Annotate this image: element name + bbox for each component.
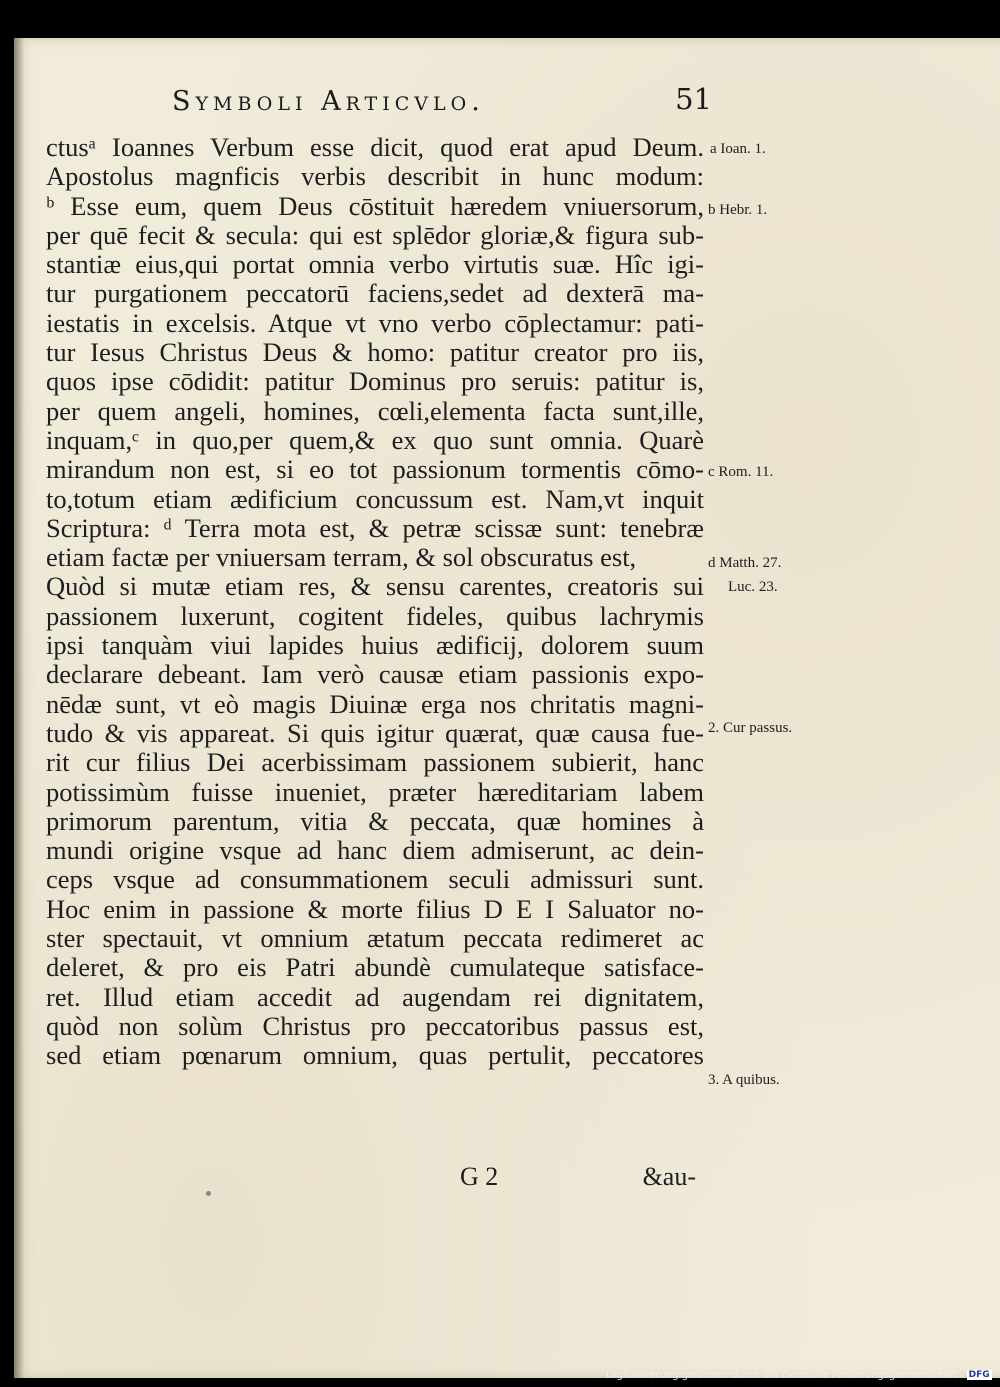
text-line: ᵇ Esse eum, quem Deus cōstituit hæredem vniuersorum, [46,191,704,221]
running-header [172,82,712,122]
body-text [46,133,704,1071]
page-footer [46,1162,696,1196]
text-line: rit cur filius Dei acerbissimam passionem subierit, hanc [46,748,704,778]
text-line: ceps vsque ad consummationem seculi admissuri sunt. [46,865,704,895]
digitization-credit [606,1370,992,1384]
text-line: ctusᵃ Ioannes Verbum esse dicit, quod erat apud Deum. [46,133,704,162]
text-line: declarare debeant. Iam verò causæ etiam passionis expo- [46,660,704,690]
text-line: nēdæ sunt, vt eò magis Diuinæ erga nos chritatis magni- [46,689,704,719]
text-line: Apostolus magnficis verbis describit in hunc modum: [46,162,704,192]
text-line: tudo & vis appareat. Si quis igitur quærat, quæ causa fue- [46,718,704,748]
credit-text: Digitalisierung gefördert durch die Deutsche Forschungsgemeinschaft - [606,1370,964,1381]
text-line: sed etiam pœnarum omnium, quas pertulit, peccatores [46,1041,704,1071]
catchword: &au- [642,1162,696,1191]
margin-note-a-quibus: 3. A quibus. [708,1072,780,1088]
margin-note-cur-passus: 2. Cur passus. [708,720,793,736]
text-line: etiam factæ per vniuersam terram, & sol obscuratus est, [46,543,637,573]
text-line: Hoc enim in passione & morte filius D E I Saluator no- [46,894,704,924]
text-line: tur Iesus Christus Deus & homo: patitur creator pro iis, [46,338,704,368]
margin-note-ioan: a Ioan. 1. [710,141,766,157]
text-line: passionem luxerunt, cogitent fideles, quibus lachrymis [46,601,704,631]
text-line: deleret, & pro eis Patri abundè cumulateque satisface- [46,953,704,983]
text-line: quos ipse cōdidit: patitur Dominus pro seruis: patitur is, [46,367,704,397]
dfg-logo: DFG [968,1370,990,1380]
page-spine-shadow [14,38,24,1378]
text-line: per quē fecit & secula: qui est splēdor gloriæ,& figura sub- [46,220,704,250]
margin-note-luc: Luc. 23. [728,579,778,595]
text-line: to,totum etiam ædificium concussum est. Nam,vt inquit [46,484,704,514]
text-line: Quòd si mutæ etiam res, & sensu carentes, creatoris sui [46,572,704,602]
page-number: 51 [675,82,712,116]
text-line: Scriptura: ᵈ Terra mota est, & petræ scissæ sunt: tenebræ [46,513,704,543]
text-line: ster spectauit, vt omnium ætatum peccata redimeret ac [46,924,704,954]
text-line: mirandum non est, si eo tot passionum tormentis cōmo- [46,455,704,485]
text-line: tur purgationem peccatorū faciens,sedet ad dexterā ma- [46,279,704,309]
text-line: per quem angeli, homines, cœli,elementa facta sunt,ille, [46,396,704,426]
text-line: iestatis in excelsis. Atque vt vno verbo cōplectamur: pati- [46,308,704,338]
paper-speck [206,1191,211,1196]
text-line: primorum parentum, vitia & peccata, quæ homines à [46,806,704,836]
margin-note-hebr: b Hebr. 1. [708,202,768,218]
text-line: mundi origine vsque ad hanc diem admiserunt, ac dein- [46,836,704,866]
text-line: potissimùm fuisse inueniet, præter hæreditariam labem [46,777,704,807]
text-line: quòd non solùm Christus pro peccatoribus passus est, [46,1011,704,1041]
text-line: ret. Illud etiam accedit ad augendam rei dignitatem, [46,982,704,1012]
text-line: stantiæ eius,qui portat omnia verbo virtutis suæ. Hîc igi- [46,250,704,280]
margin-note-matth: d Matth. 27. [708,555,782,571]
running-title: Symboli Articvlo. [172,86,485,117]
text-line: inquam,ᶜ in quo,per quem,& ex quo sunt omnia. Quarè [46,425,704,455]
text-line: ipsi tanquàm viui lapides huius ædificij, dolorem suum [46,631,704,661]
signature-mark: G 2 [460,1162,499,1191]
margin-note-rom: c Rom. 11. [708,464,774,480]
margin-notes [708,0,828,1387]
